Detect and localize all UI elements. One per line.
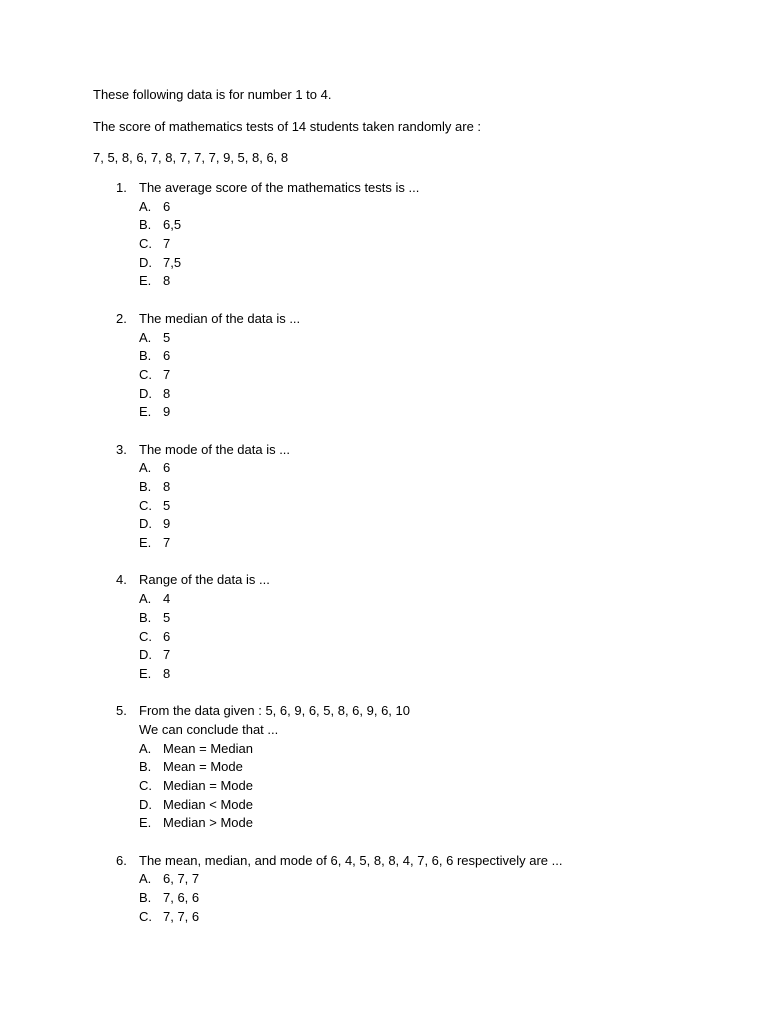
question-text: The median of the data is ...: [139, 310, 301, 326]
question-5: [0, 703, 768, 834]
option-letter: E.: [139, 273, 152, 289]
question-text: The average score of the mathematics tests is ...: [139, 180, 420, 195]
option-letter: D.: [139, 254, 152, 270]
answer-option: [0, 797, 768, 816]
question-1: [0, 180, 768, 292]
answer-option: [0, 255, 768, 274]
question-text: From the data given : 5, 6, 9, 6, 5, 8, 6, 9, 6, 10: [139, 703, 410, 719]
option-letter: D.: [139, 516, 152, 532]
option-text: 5: [163, 329, 171, 345]
option-letter: E.: [139, 815, 152, 831]
option-text: 7,5: [163, 254, 182, 270]
option-text: Mean = Mode: [163, 759, 243, 775]
answer-option: [0, 386, 768, 405]
option-text: 4: [163, 591, 171, 607]
option-letter: C.: [139, 366, 152, 382]
answer-option: [0, 498, 768, 517]
question-row: [0, 572, 768, 591]
option-letter: B.: [139, 609, 152, 625]
answer-option: [0, 348, 768, 367]
answer-option: [0, 647, 768, 666]
answer-option: [0, 666, 768, 685]
option-text: 8: [163, 665, 171, 681]
option-text: Median < Mode: [163, 796, 253, 812]
question-row: [0, 311, 768, 330]
option-letter: B.: [139, 217, 152, 233]
question-row: [0, 180, 768, 199]
answer-option: [0, 199, 768, 218]
option-text: Median > Mode: [163, 815, 253, 831]
intro-description: The score of mathematics tests of 14 students taken randomly are :: [93, 119, 482, 134]
answer-option: [0, 367, 768, 386]
answer-option: [0, 759, 768, 778]
intro-heading: These following data is for number 1 to 4.: [93, 87, 332, 102]
question-text: We can conclude that ...: [139, 721, 279, 737]
option-letter: E.: [139, 404, 152, 420]
option-letter: B.: [139, 890, 152, 906]
question-number: 4.: [116, 572, 127, 588]
option-text: 8: [163, 273, 171, 289]
option-text: Mean = Median: [163, 740, 253, 756]
answer-option: [0, 610, 768, 629]
question-row: [0, 442, 768, 461]
option-text: Median = Mode: [163, 778, 253, 793]
option-letter: A.: [139, 460, 152, 476]
answer-option: [0, 479, 768, 498]
option-text: 6, 7, 7: [163, 871, 200, 887]
option-letter: C.: [139, 778, 152, 793]
option-letter: A.: [139, 591, 152, 607]
option-letter: C.: [139, 908, 152, 924]
question-number: 6.: [116, 852, 127, 868]
option-text: 8: [163, 479, 171, 494]
answer-option: [0, 330, 768, 349]
question-number: 2.: [116, 310, 127, 326]
option-letter: C.: [139, 497, 152, 513]
question-4: [0, 572, 768, 684]
intro-data-values: 7, 5, 8, 6, 7, 8, 7, 7, 7, 9, 5, 8, 6, 8: [93, 150, 289, 165]
option-text: 6: [163, 628, 171, 644]
option-letter: D.: [139, 796, 152, 812]
option-text: 7: [163, 535, 171, 551]
answer-option: [0, 217, 768, 236]
question-6: [0, 853, 768, 928]
question-row: [0, 703, 768, 722]
answer-option: [0, 778, 768, 797]
option-text: 9: [163, 404, 171, 420]
option-text: 7, 7, 6: [163, 908, 200, 924]
question-number: 1.: [116, 180, 127, 195]
option-letter: A.: [139, 871, 152, 887]
question-text: Range of the data is ...: [139, 572, 270, 588]
answer-option: [0, 890, 768, 909]
question-number: 5.: [116, 703, 127, 719]
answer-option: [0, 591, 768, 610]
option-text: 6: [163, 348, 171, 364]
option-text: 6,5: [163, 217, 182, 233]
question-2: [0, 311, 768, 423]
option-letter: E.: [139, 665, 152, 681]
option-text: 9: [163, 516, 171, 532]
answer-option: [0, 815, 768, 834]
answer-option: [0, 535, 768, 554]
option-letter: B.: [139, 348, 152, 364]
option-text: 6: [163, 198, 171, 214]
question-number: 3.: [116, 441, 127, 457]
option-text: 5: [163, 497, 171, 513]
option-letter: A.: [139, 329, 152, 345]
option-text: 6: [163, 460, 171, 476]
option-letter: D.: [139, 385, 152, 401]
question-text: The mean, median, and mode of 6, 4, 5, 8, 8, 4, 7, 6, 6 respectively are ...: [139, 852, 563, 868]
option-letter: A.: [139, 740, 152, 756]
question-row: [0, 722, 768, 741]
question-text: The mode of the data is ...: [139, 441, 291, 457]
question-3: [0, 442, 768, 554]
question-row: [0, 853, 768, 872]
answer-option: [0, 236, 768, 255]
option-text: 5: [163, 609, 171, 625]
option-letter: E.: [139, 535, 152, 551]
option-text: 7: [163, 647, 171, 663]
option-text: 7: [163, 366, 171, 382]
answer-option: [0, 404, 768, 423]
question-list: [0, 180, 768, 946]
option-letter: C.: [139, 236, 152, 252]
option-letter: B.: [139, 759, 152, 775]
option-letter: B.: [139, 479, 152, 494]
answer-option: [0, 516, 768, 535]
option-letter: A.: [139, 198, 152, 214]
option-text: 7, 6, 6: [163, 890, 200, 906]
answer-option: [0, 629, 768, 648]
option-letter: D.: [139, 647, 152, 663]
option-letter: C.: [139, 628, 152, 644]
answer-option: [0, 273, 768, 292]
answer-option: [0, 741, 768, 760]
answer-option: [0, 871, 768, 890]
answer-option: [0, 460, 768, 479]
answer-option: [0, 909, 768, 928]
option-text: 7: [163, 236, 171, 252]
option-text: 8: [163, 385, 171, 401]
